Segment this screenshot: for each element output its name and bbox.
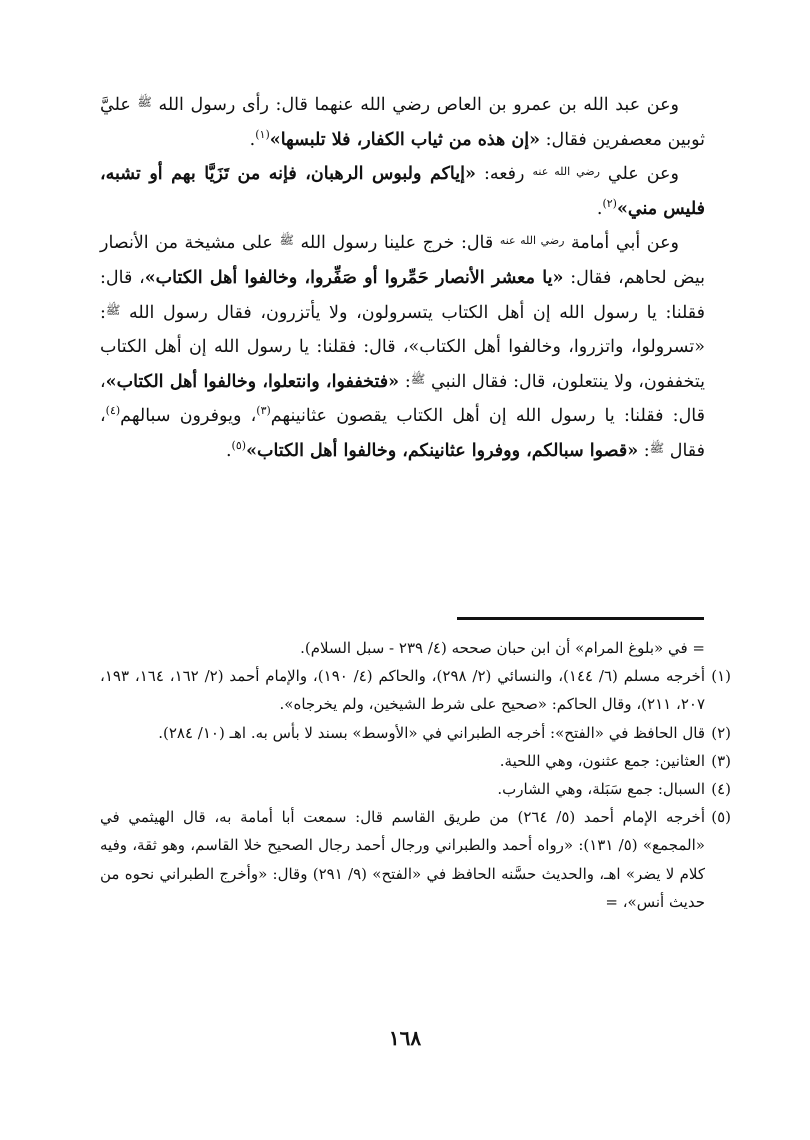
- text: رفعه:: [483, 164, 525, 185]
- hadith-quote: «إن هذه من ثياب الكفار، فلا تلبسها»: [269, 129, 541, 150]
- footnote-text: العثانين: جمع عثنون، وهي اللحية.: [499, 751, 705, 770]
- footnote-ref: (٢): [602, 196, 617, 210]
- text: ، قال: فقلنا: يا رسول الله إن أهل الكتاب يتسرولون، ولا يأتزرون، فقال رسول الله: [100, 267, 705, 323]
- hadith-quote: «قصوا سبالكم، ووفروا عثانينكم، وخالفوا أهل الكتاب»: [246, 440, 639, 461]
- footnote-ref: (٥): [231, 439, 247, 453]
- text: : «تسرولوا، واتزروا، وخالفوا أهل الكتاب»، قال: فقلنا: يا رسول الله إن أهل الكتاب يتخففون، ولا ينتعلون، قال: فقال النبي: [100, 302, 705, 392]
- footnote-text: قال الحافظ في «الفتح»: أخرجه الطبراني في «الأوسط» بسند لا بأس به. اهـ (١٠/ ٢٨٤).: [158, 723, 705, 742]
- footnotes: [100, 634, 731, 916]
- text: ، ويوفرون سبالهم: [120, 406, 257, 427]
- text: على مشيخة من الأنصار بيض لحاهم، فقال:: [100, 233, 705, 288]
- text: وعن علي: [607, 164, 679, 185]
- footnote-number: (٢): [711, 723, 731, 742]
- hadith-quote: «يا معشر الأنصار حَمِّروا أو صَفِّروا، وخالفوا أهل الكتاب»: [144, 267, 564, 288]
- footnote-number: (٥): [711, 808, 731, 827]
- footnote-ref: (٣): [256, 404, 271, 418]
- footnote-text: أخرجه الإمام أحمد (٥/ ٢٦٤) من طريق القاسم قال: سمعت أبا أمامة به، قال الهيثمي في «المجمع» (٥/ ١٣١): «رواه أحمد والطبراني ورجال أحمد رجال الصحيح خلا القاسم، وهو ثقة، وفيه كلام لا يضر» اهـ، والحديث حسَّنه الحافظ في «الفتح» (٩/ ٢٩١) وقال: «وأخرج الطبراني نحوه من حديث أنس»، =: [100, 808, 705, 911]
- salutation-glyph: ﷺ: [649, 440, 665, 455]
- footnote-1: [100, 662, 731, 718]
- salutation-glyph: ﷺ: [137, 95, 152, 109]
- text: .: [225, 440, 232, 461]
- salutation-glyph: ﷺ: [279, 233, 294, 248]
- footnote-text: السبال: جمع سَبَلة، وهي الشارب.: [497, 780, 705, 799]
- paragraph-2: [100, 157, 705, 226]
- radiallahu-glyph: رضي الله عنه: [499, 234, 565, 248]
- footnote-number: (٣): [711, 751, 731, 770]
- page-number: ١٦٨: [388, 1026, 422, 1050]
- main-text: [100, 88, 705, 469]
- footnote-5: [100, 803, 731, 916]
- salutation-glyph: ﷺ: [105, 302, 121, 317]
- text: ، قال: فقلنا: يا رسول الله إن أهل الكتاب يقصون عثانينهم: [100, 371, 705, 427]
- radiallahu-glyph: رضي الله عنه: [532, 165, 600, 179]
- footnote-ref: (٤): [105, 404, 121, 418]
- text: .: [249, 129, 256, 150]
- hadith-quote: «إياكم ولبوس الرهبان، فإنه من تَزَيَّا بهم أو تشبه، فليس مني»: [100, 164, 705, 219]
- footnote-text: = في «بلوغ المرام» أن ابن حبان صححه (٤/ ٢٣٩ - سبل السلام).: [300, 639, 705, 657]
- footnote-number: (٤): [711, 780, 731, 799]
- text: :: [643, 440, 650, 461]
- text: :: [404, 371, 411, 392]
- text: وعن أبي أمامة: [570, 233, 679, 254]
- footnote-divider: [457, 617, 704, 620]
- text: قال: خرج علينا رسول الله: [300, 233, 494, 254]
- text: عليَّ ثوبين معصفرين فقال:: [100, 95, 705, 150]
- paragraph-3: [100, 226, 705, 468]
- paragraph-1: [100, 88, 705, 157]
- text: ، فقال: [100, 406, 705, 461]
- footnote-4: [100, 775, 731, 803]
- footnote-continuation: [100, 634, 705, 662]
- footnote-ref: (١): [255, 127, 270, 141]
- footnote-3: [100, 747, 731, 775]
- hadith-quote: «فتخففوا، وانتعلوا، وخالفوا أهل الكتاب»: [105, 371, 400, 392]
- footnote-number: (١): [711, 667, 731, 686]
- salutation-glyph: ﷺ: [410, 371, 426, 386]
- text: وعن عبد الله بن عمرو بن العاص رضي الله عنهما قال: رأى رسول الله: [158, 95, 679, 115]
- text: .: [596, 198, 603, 219]
- footnote-2: [100, 719, 731, 747]
- footnote-text: أخرجه مسلم (٦/ ١٤٤)، والنسائي (٢/ ٢٩٨)، والحاكم (٤/ ١٩٠)، والإمام أحمد (٢/ ١٦٢، ١٦٤، ١٩٣، ٢٠٧، ٢١١)، وقال الحاكم: «صحيح على شرط الشيخين، ولم يخرجاه».: [100, 667, 705, 714]
